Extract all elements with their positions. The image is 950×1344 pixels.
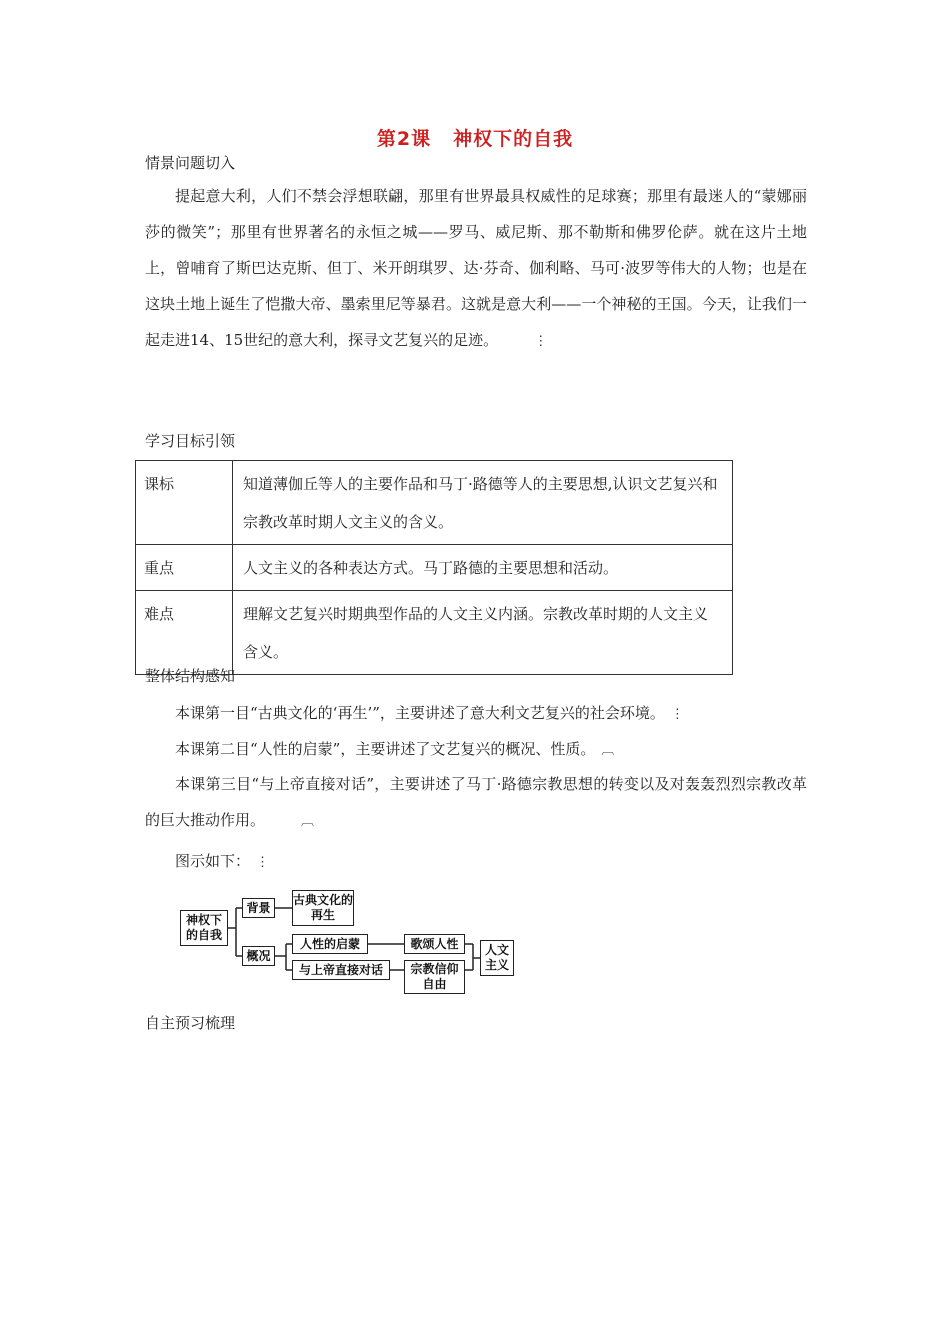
goal-value: 理解文艺复兴时期典型作品的人文主义内涵。宗教改革时期的人文主义含义。 xyxy=(233,591,733,675)
intro-text: 提起意大利，人们不禁会浮想联翩，那里有世界最具权威性的足球赛；那里有最迷人的“蒙娜丽莎的微笑”；那里有世界著名的永恒之城——罗马、威尼斯、那不勒斯和佛罗伦萨。就在这片土地上，曾哺育了斯巴达克斯、但丁、米开朗琪罗、达·芬奇、伽利略、马可·波罗等伟大的人物；也是在这块土地上诞生了恺撒大帝、墨索里尼等暴君。这就是意大利——一个神秘的王国。今天，让我们一起走进14、15世纪的意大利，探寻文艺复兴的足迹。 xyxy=(145,187,807,349)
intro-paragraph xyxy=(145,178,807,360)
vertical-ellipsis-icon: ⋮ xyxy=(256,855,270,870)
goal-value: 人文主义的各种表达方式。马丁路德的主要思想和活动。 xyxy=(233,545,733,591)
goal-key: 重点 xyxy=(136,545,233,591)
diagram-overview-box: 概况 xyxy=(242,946,275,966)
diagram-root-box: 神权下的自我 xyxy=(180,910,228,946)
goal-key: 课标 xyxy=(136,461,233,545)
section-heading-goals: 学习目标引领 xyxy=(145,432,236,450)
diagram-conclusion-box: 人文主义 xyxy=(480,940,514,976)
structure-line-4-text: 图示如下： xyxy=(175,852,251,870)
section-heading-preview: 自主预习梳理 xyxy=(145,1014,236,1032)
section-heading-situation: 情景问题切入 xyxy=(145,154,236,172)
diagram-background-item-box: 古典文化的再生 xyxy=(292,890,354,926)
bracket-mark-icon: ︹ xyxy=(301,814,315,829)
structure-line-4 xyxy=(175,850,269,871)
lesson-number: 第2课 xyxy=(376,128,432,150)
table-row xyxy=(136,545,733,591)
diagram-item1-result-box: 歌颂人性 xyxy=(404,934,465,954)
structure-line-3 xyxy=(145,766,807,840)
structure-diagram xyxy=(178,888,518,998)
lesson-name: 神权下的自我 xyxy=(453,128,574,150)
table-row xyxy=(136,591,733,675)
structure-line-2 xyxy=(175,738,614,759)
vertical-ellipsis-icon: ⋮ xyxy=(670,707,684,722)
structure-line-3-text: 本课第三目“与上帝直接对话”，主要讲述了马丁·路德宗教思想的转变以及对轰轰烈烈宗教改革的巨大推动作用。 xyxy=(145,775,807,829)
table-row xyxy=(136,461,733,545)
diagram-background-box: 背景 xyxy=(242,898,275,918)
structure-line-1-text: 本课第一目“古典文化的‘再生’”，主要讲述了意大利文艺复兴的社会环境。 xyxy=(175,704,665,722)
goal-value: 知道薄伽丘等人的主要作品和马丁·路德等人的主要思想,认识文艺复兴和宗教改革时期人文主义的含义。 xyxy=(233,461,733,545)
bracket-mark-icon: ︹ xyxy=(601,743,615,758)
vertical-ellipsis-icon: ⋮ xyxy=(534,334,548,349)
page-title xyxy=(0,124,950,151)
structure-line-2-text: 本课第二目“人性的启蒙”，主要讲述了文艺复兴的概况、性质。 xyxy=(175,740,596,758)
goal-key: 难点 xyxy=(136,591,233,675)
diagram-item1-box: 人性的启蒙 xyxy=(292,934,368,954)
goals-table xyxy=(135,460,733,675)
section-heading-structure: 整体结构感知 xyxy=(145,667,236,685)
diagram-item2-result-box: 宗教信仰自由 xyxy=(404,960,465,994)
diagram-item2-box: 与上帝直接对话 xyxy=(292,960,390,980)
structure-line-1 xyxy=(175,702,684,723)
